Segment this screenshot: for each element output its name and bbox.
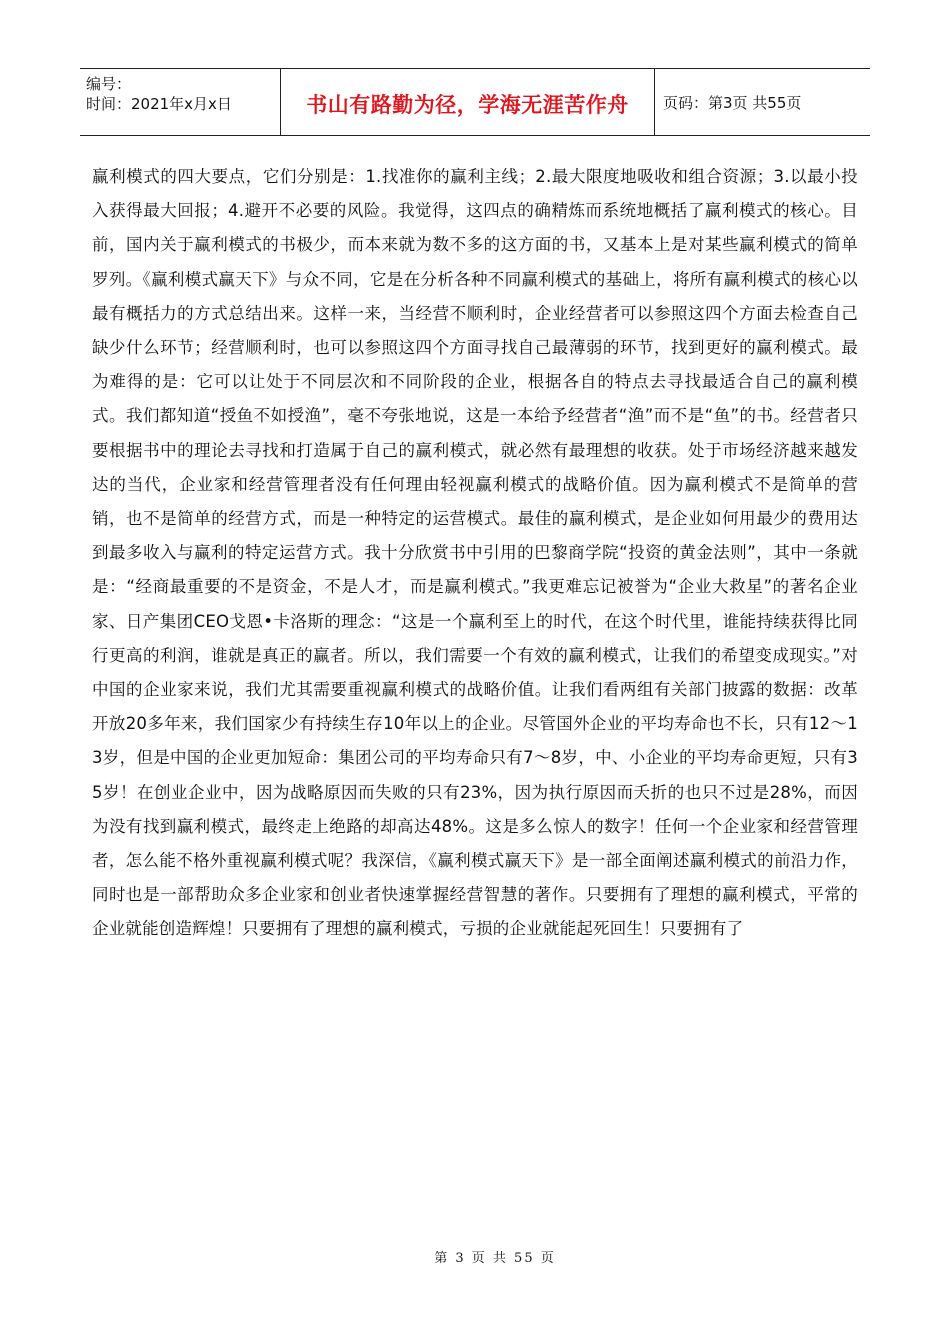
header-meta-cell	[80, 69, 281, 135]
document-number-label: 编号：	[86, 75, 132, 93]
page-footer	[0, 1247, 950, 1266]
header-page-cell	[655, 69, 870, 135]
header-page-info: 页码：第3页 共55页	[663, 93, 802, 112]
document-body	[92, 160, 858, 947]
header-motto: 书山有路勤为径，学海无涯苦作舟	[306, 93, 629, 117]
header-motto-cell	[281, 69, 655, 135]
body-paragraph: 赢利模式的四大要点，它们分别是：1.找准你的赢利主线；2.最大限度地吸收和组合资源；3.以最小投入获得最大回报；4.避开不必要的风险。我觉得，这四点的确精炼而系统地概括了赢利模式的核心。目前，国内关于赢利模式的书极少，而本来就为数不多的这方面的书，又基本上是对某些赢利模式的简单罗列。《赢利模式赢天下》与众不同，它是在分析各种不同赢利模式的基础上，将所有赢利模式的核心以最有概括力的方式总结出来。这样一来，当经营不顺利时，企业经营者可以参照这四个方面去检查自己缺少什么环节；经营顺利时，也可以参照这四个方面寻找自己最薄弱的环节，找到更好的赢利模式。最为难得的是：它可以让处于不同层次和不同阶段的企业，根据各自的特点去寻找最适合自己的赢利模式。我们都知道“授鱼不如授渔”，毫不夸张地说，这是一本给予经营者“渔”而不是“鱼”的书。经营者只要根据书中的理论去寻找和打造属于自己的赢利模式，就必然有最理想的收获。处于市场经济越来越发达的当代，企业家和经营管理者没有任何理由轻视赢利模式的战略价值。因为赢利模式不是简单的营销，也不是简单的经营方式，而是一种特定的运营模式。最佳的赢利模式，是企业如何用最少的费用达到最多收入与赢利的特定运营方式。我十分欣赏书中引用的巴黎商学院“投资的黄金法则”，其中一条就是：“经商最重要的不是资金，不是人才，而是赢利模式。”我更难忘记被誉为“企业大救星”的著名企业家、日产集团CEO戈恩•卡洛斯的理念：“这是一个赢利至上的时代，在这个时代里，谁能持续获得比同行更高的利润，谁就是真正的赢者。所以，我们需要一个有效的赢利模式，让我们的希望变成现实。”对中国的企业家来说，我们尤其需要重视赢利模式的战略价值。让我们看两组有关部门披露的数据：改革开放20多年来，我们国家少有持续生存10年以上的企业。尽管国外企业的平均寿命也不长，只有12～13岁，但是中国的企业更加短命：集团公司的平均寿命只有7～8岁，中、小企业的平均寿命更短，只有35岁！在创业企业中，因为战略原因而失败的只有23%，因为执行原因而夭折的也只不过是28%，而因为没有找到赢利模式，最终走上绝路的却高达48%。这是多么惊人的数字！任何一个企业家和经营管理者，怎么能不格外重视赢利模式呢？我深信，《赢利模式赢天下》是一部全面阐述赢利模式的前沿力作，同时也是一部帮助众多企业家和创业者快速掌握经营智慧的著作。只要拥有了理想的赢利模式，平常的企业就能创造辉煌！只要拥有了理想的赢利模式，亏损的企业就能起死回生！只要拥有了	[92, 167, 858, 939]
footer-page-number: 第 3 页 共 55 页	[434, 1251, 556, 1266]
document-time-label: 时间：2021年x月x日	[86, 95, 232, 113]
document-header	[80, 68, 870, 136]
